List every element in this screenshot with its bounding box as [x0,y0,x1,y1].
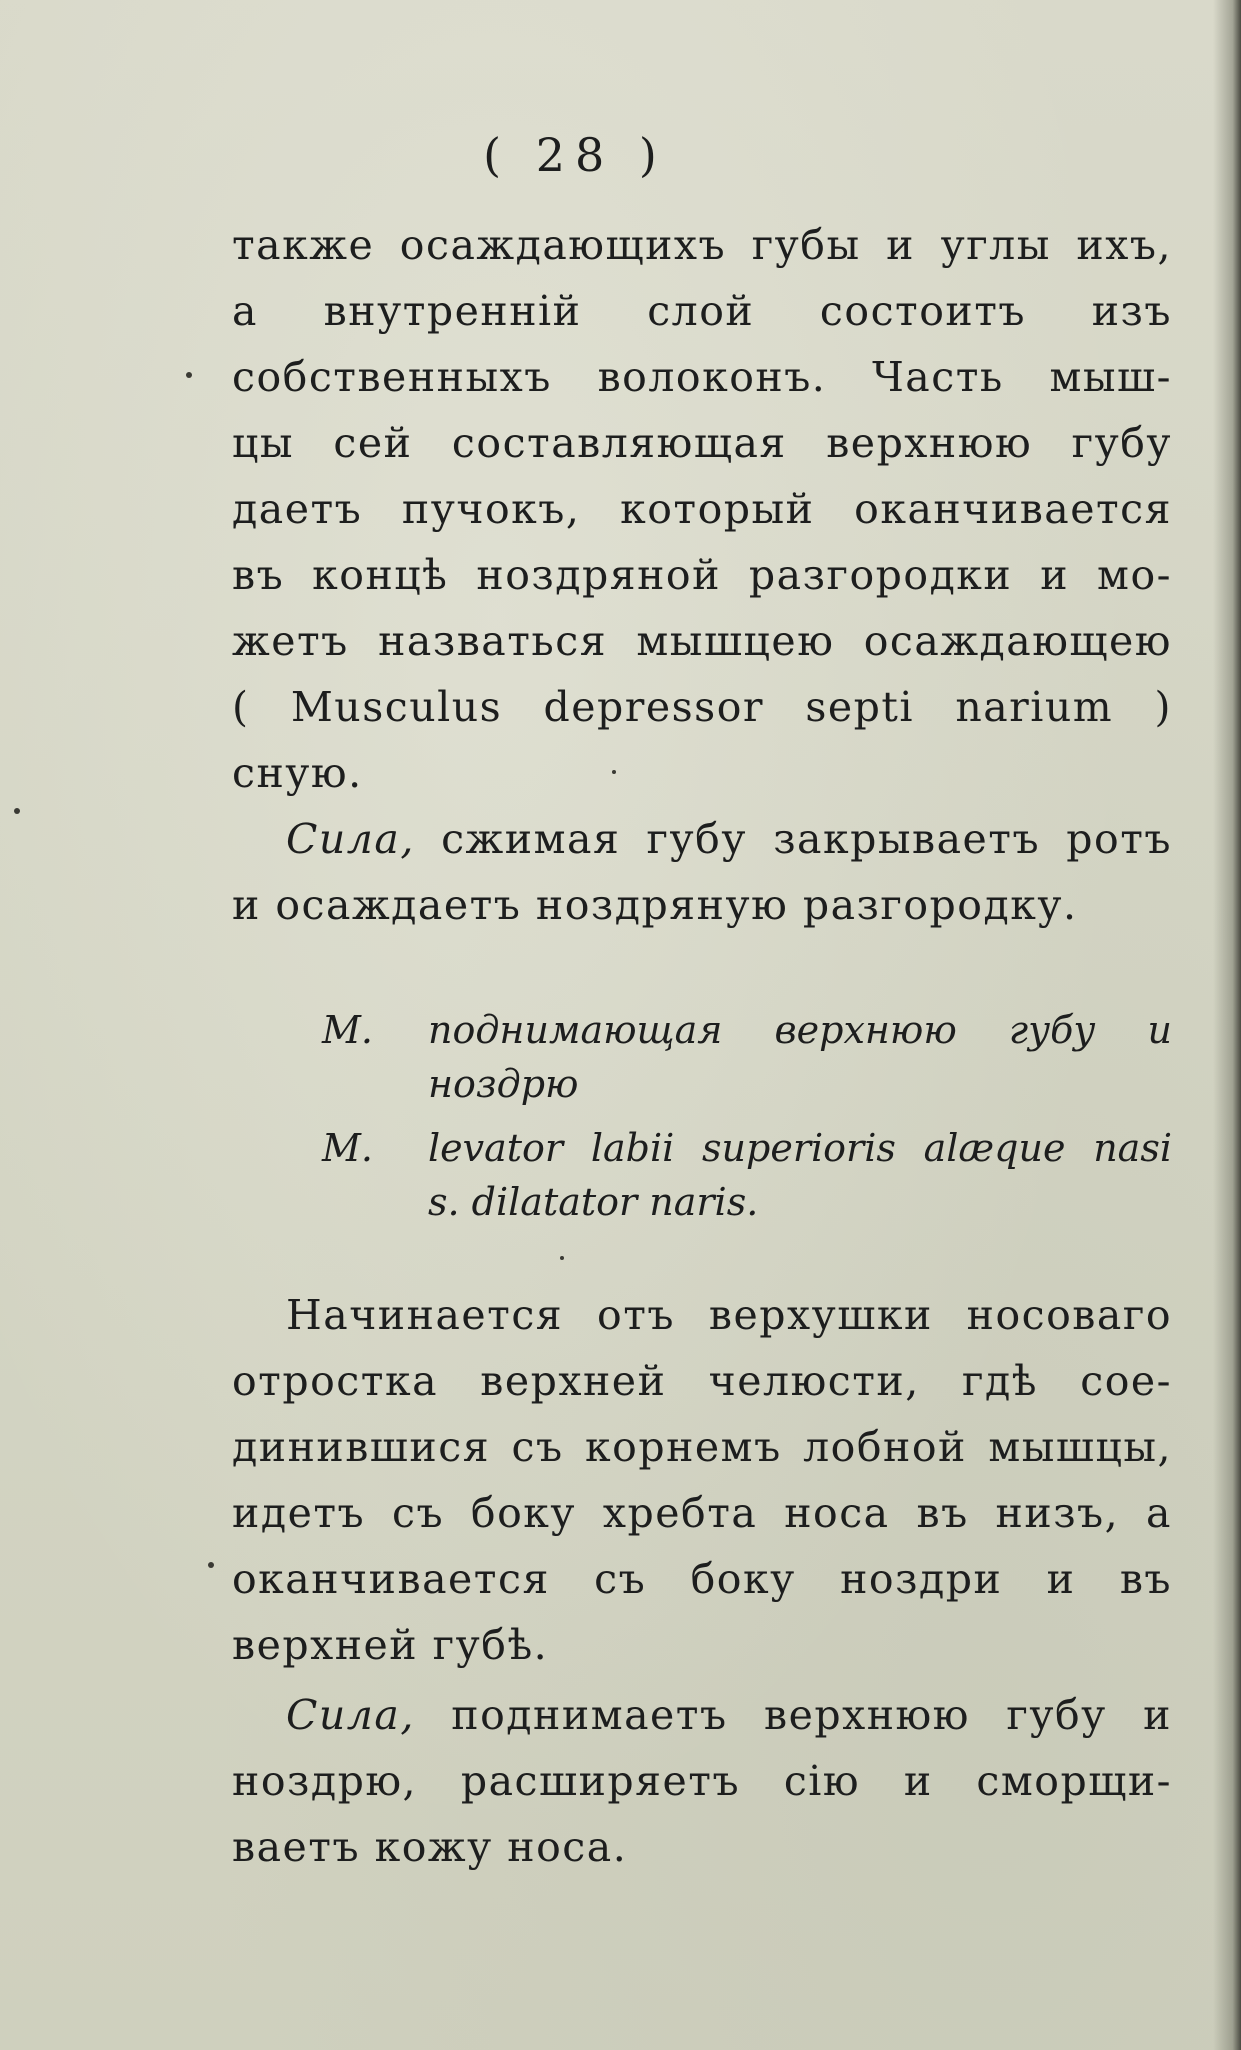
muscle-name-latin: levator labii superioris alæque nasi [428,1126,1172,1170]
paragraph-3-line: верхней губѣ. [232,1621,549,1669]
muscle-name-latin-continued: s. dilatator naris. [428,1180,759,1224]
paragraph-2-term: Сила, [286,815,415,863]
paragraph-1-line: собственныхъ волоконъ. Часть мыш- [232,353,1172,401]
paper-speck [560,1256,564,1260]
paragraph-3-line: Начинается отъ верхушки носоваго [286,1291,1172,1339]
paragraph-1-line: ( Musculus depressor septi narium ) [232,683,1172,731]
paragraph-3-line: отростка верхней челюсти, гдѣ сое- [232,1357,1172,1405]
paragraph-2-line-2: и осаждаетъ ноздряную разгородку. [232,881,1078,929]
paragraph-2-line-1 [286,806,1172,872]
paragraph-1-line: также осаждающихъ губы и углы ихъ, [232,221,1172,269]
paragraph-2-text: сжимая губу закрываетъ ротъ [414,815,1172,863]
paragraph-4-line-1 [286,1682,1172,1748]
muscle-label-ru: M. [322,1008,373,1052]
paragraph-3-line: идетъ съ боку хребта носа въ низъ, а [232,1489,1172,1537]
paragraph-1-line: а внутренній слой состоитъ изъ [232,287,1172,335]
page-number: ( 28 ) [483,128,667,182]
paragraph-1-line: въ концѣ ноздряной разгородки и мо- [232,551,1172,599]
paper-speck [186,372,192,378]
paragraph-1-line: даетъ пучокъ, который оканчивается [232,485,1172,533]
paper-speck [612,770,616,774]
paragraph-3-line: оканчивается съ боку ноздри и въ [232,1555,1172,1603]
paper-speck [14,808,20,814]
paragraph-1-line: жетъ назваться мышцею осаждающею [232,617,1172,665]
paragraph-3-line: динившися съ корнемъ лобной мышцы, [232,1423,1172,1471]
paragraph-4-term: Сила, [286,1691,415,1739]
paragraph-4-line-3: ваетъ кожу носа. [232,1823,628,1871]
paragraph-1-line: цы сей составляющая верхнюю губу [232,419,1172,467]
muscle-name-ru: поднимающая верхнюю губу и [428,1008,1172,1052]
paragraph-4-text: поднимаетъ верхнюю губу и [414,1691,1172,1739]
muscle-name-ru-continued: ноздрю [428,1062,579,1106]
book-spine-shadow [1213,0,1241,2050]
paragraph-4-line-2: ноздрю, расширяетъ сію и сморщи- [232,1757,1172,1805]
muscle-label-lat: M. [322,1126,373,1170]
paragraph-1-line: сную. [232,749,363,797]
paper-speck [208,1562,214,1568]
